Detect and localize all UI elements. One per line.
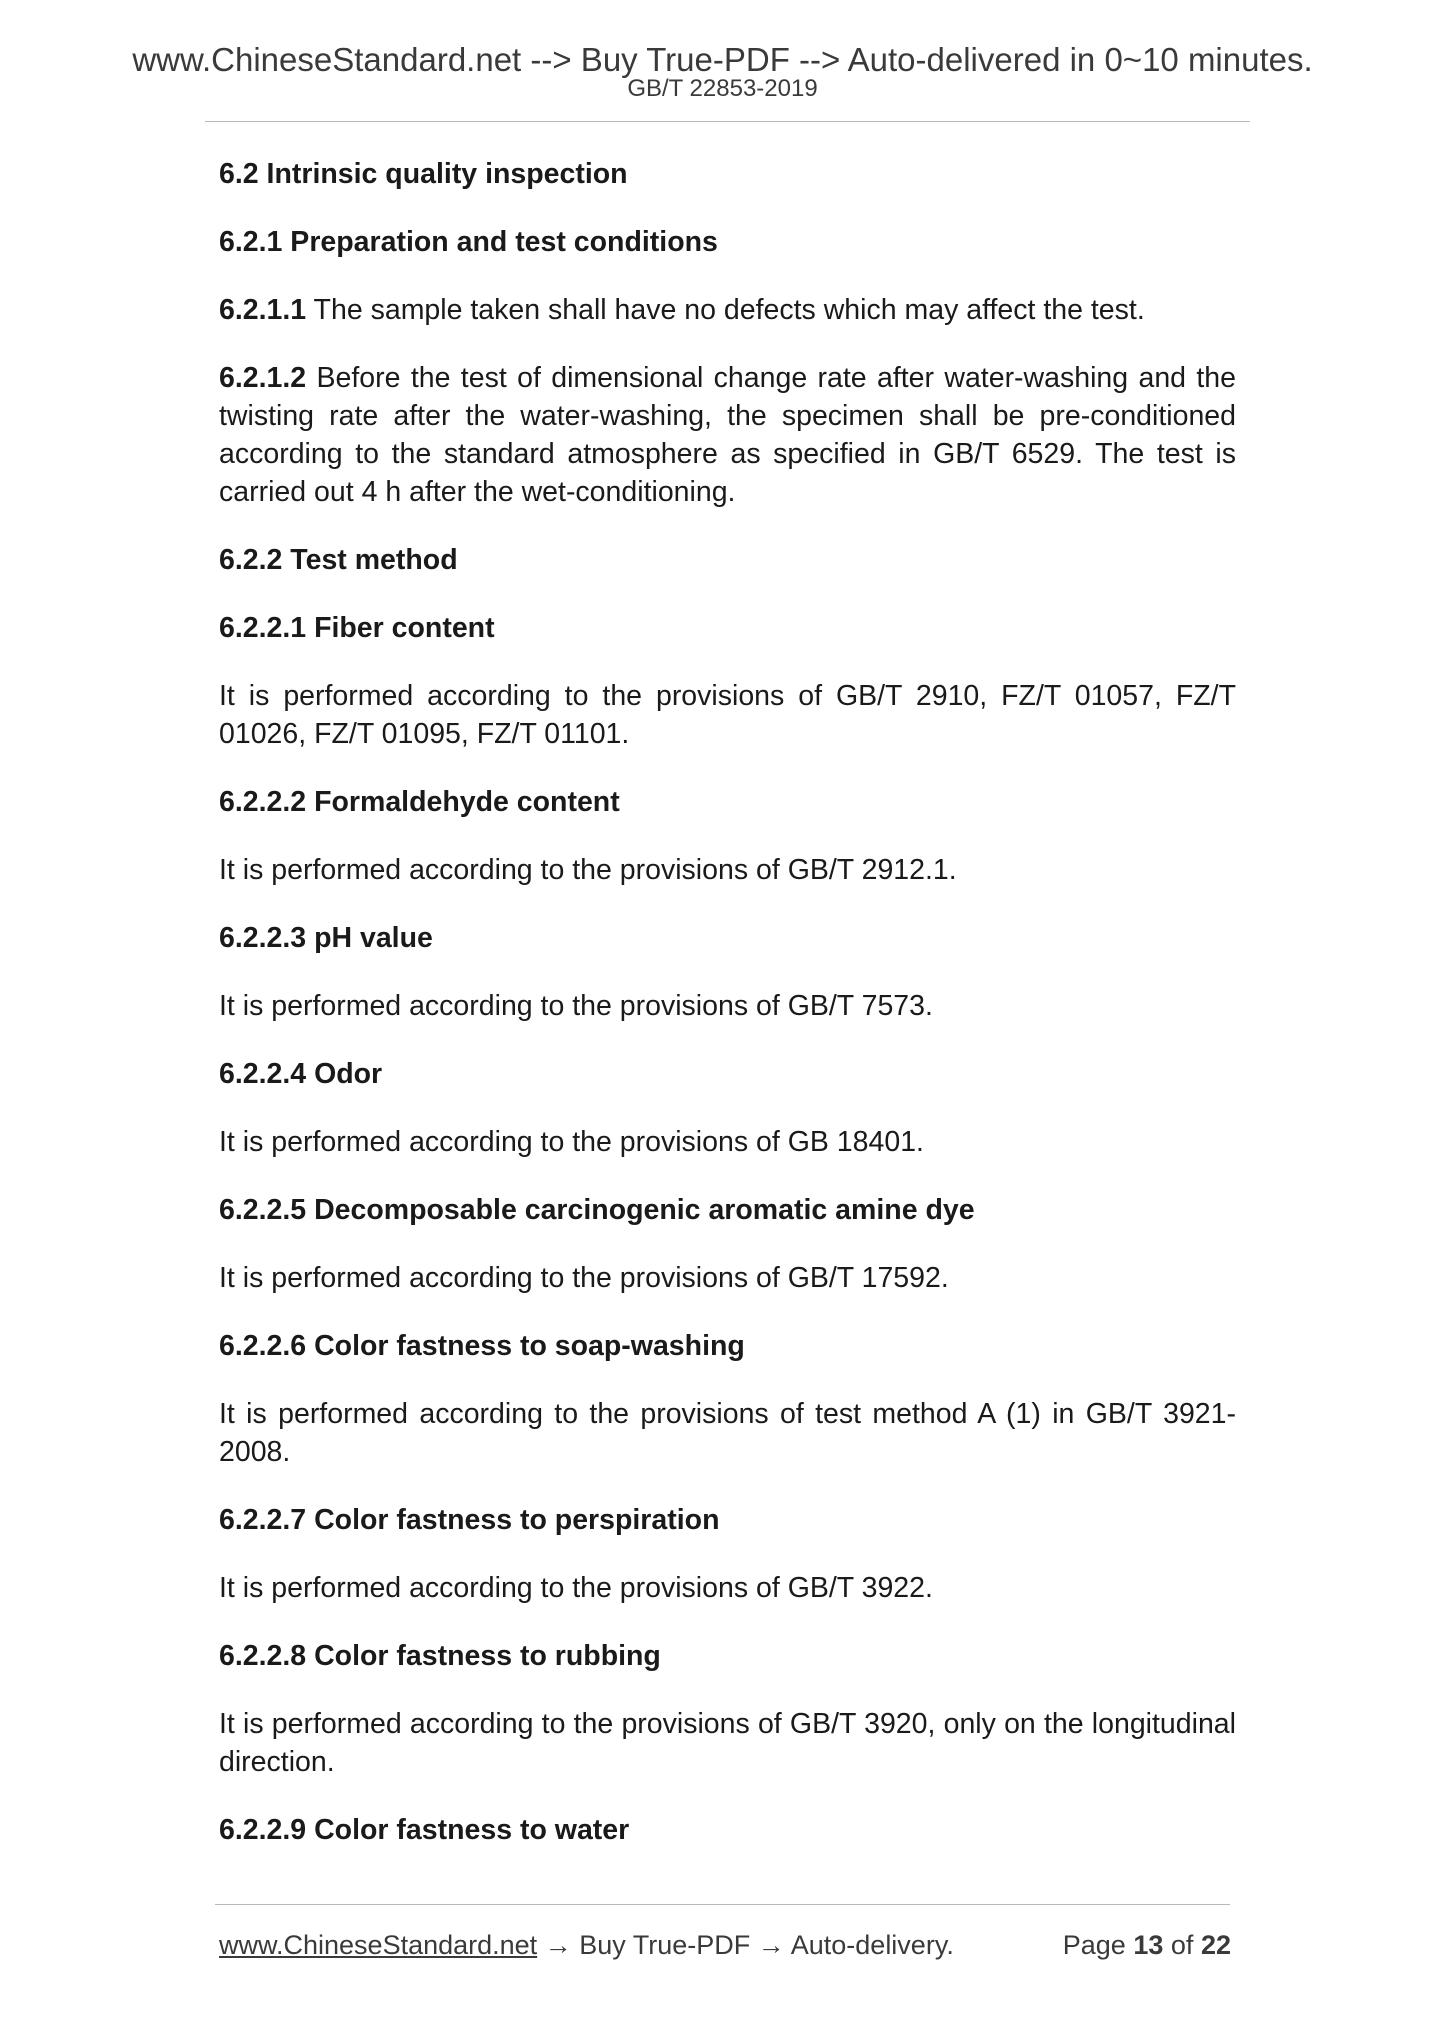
section-heading: 6.2 Intrinsic quality inspection (219, 158, 628, 190)
top-banner: www.ChineseStandard.net --> Buy True-PDF --> Auto-delivered in 0~10 minutes. (132, 41, 1313, 78)
page-footer (219, 1925, 1231, 1965)
clause-number: 6.2.1.2 (219, 362, 307, 394)
body-paragraph: It is performed according to the provisions of GB/T 2912.1. (219, 854, 957, 886)
body-paragraph: It is performed according to the provisions of GB/T 3922. (219, 1572, 933, 1604)
section-heading: 6.2.2.2 Formaldehyde content (219, 786, 620, 818)
section-heading: 6.2.2.4 Odor (219, 1058, 383, 1090)
page-label: Page (1062, 1930, 1126, 1960)
clause-text: Before the test of dimensional change rate after water-washing and the twisting rate after the water-washing, the specimen shall be pre-conditioned according to the standard atmosphere as specified in GB/T 6529. The test is carried out 4 h after the wet-conditioning. (219, 362, 1236, 508)
of-label: of (1170, 1930, 1194, 1960)
footer-tagline: → Buy True-PDF → Auto-delivery. (537, 1930, 954, 1960)
clause-number: 6.2.1.1 (219, 294, 307, 326)
header-divider (205, 121, 1250, 122)
clause-paragraph (219, 291, 1236, 329)
body-paragraph: It is performed according to the provisions of GB/T 17592. (219, 1262, 949, 1294)
section-heading: 6.2.2.8 Color fastness to rubbing (219, 1640, 661, 1672)
page-current: 13 (1133, 1930, 1164, 1960)
body-paragraph: It is performed according to the provisions of GB 18401. (219, 1126, 924, 1158)
body-paragraph: It is performed according to the provisions of test method A (1) in GB/T 3921-2008. (219, 1398, 1236, 1468)
section-heading: 6.2.2.3 pH value (219, 922, 433, 954)
footer-site-link[interactable]: www.ChineseStandard.net (219, 1930, 538, 1960)
section-heading: 6.2.2.9 Color fastness to water (219, 1814, 630, 1846)
section-heading: 6.2.2 Test method (219, 544, 458, 576)
page-total: 22 (1200, 1930, 1231, 1960)
document-code: GB/T 22853-2019 (627, 75, 818, 102)
section-heading: 6.2.1 Preparation and test conditions (219, 226, 718, 258)
footer-divider (215, 1904, 1230, 1905)
body-paragraph: It is performed according to the provisions of GB/T 3920, only on the longitudinal direction. (219, 1708, 1236, 1778)
footer-promo (219, 1925, 954, 1965)
clause-text: The sample taken shall have no defects which may affect the test. (306, 294, 1145, 326)
section-heading: 6.2.2.7 Color fastness to perspiration (219, 1504, 720, 1536)
page-number (1063, 1925, 1231, 1965)
body-paragraph: It is performed according to the provisions of GB/T 2910, FZ/T 01057, FZ/T 01026, FZ/T 01095, FZ/T 01101. (219, 680, 1236, 750)
document-body (219, 155, 1236, 1849)
clause-paragraph (219, 359, 1236, 511)
body-paragraph: It is performed according to the provisions of GB/T 7573. (219, 990, 933, 1022)
section-heading: 6.2.2.1 Fiber content (219, 612, 495, 644)
section-heading: 6.2.2.5 Decomposable carcinogenic aromatic amine dye (219, 1194, 975, 1226)
section-heading: 6.2.2.6 Color fastness to soap-washing (219, 1330, 745, 1362)
